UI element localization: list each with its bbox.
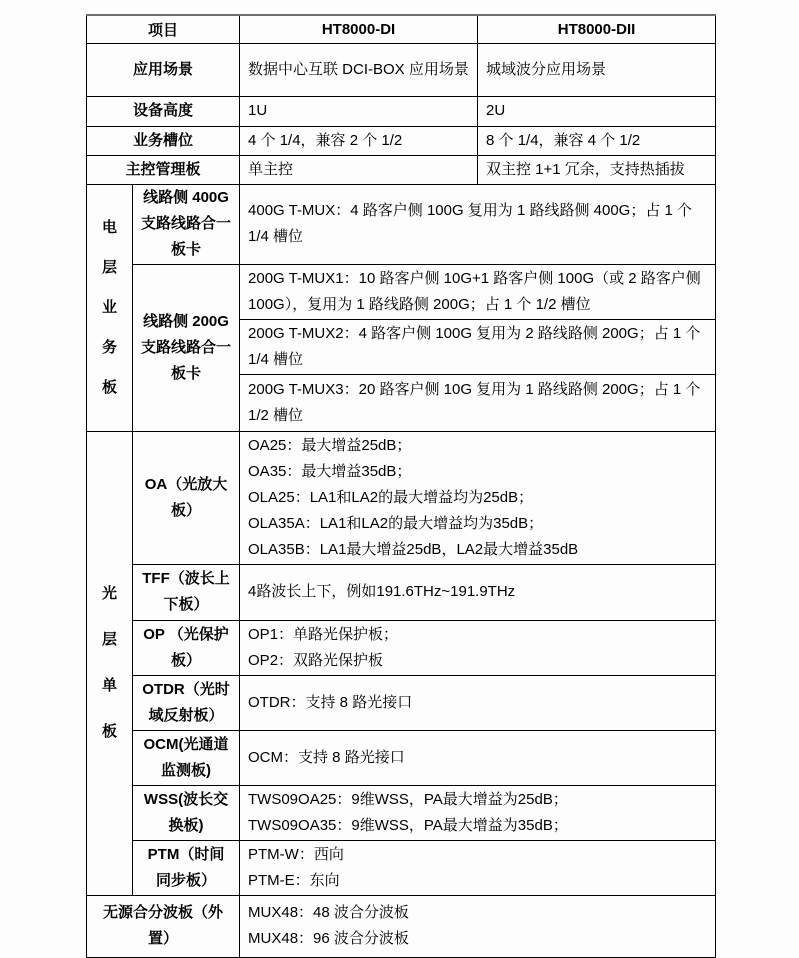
content-line: OP2：双路光保护板: [248, 651, 384, 669]
section-optical-layer: [87, 431, 133, 895]
otdr-content: OTDR：支持 8 路光接口: [240, 675, 716, 730]
control-label: 主控管理板: [87, 155, 240, 184]
row-service-slots: [87, 126, 716, 155]
content-line: OLA35A：LA1和LA2的最大增益均为35dB；: [248, 514, 544, 532]
ptm-content: [240, 840, 716, 895]
passive-label: 无源合分波板（外置）: [87, 895, 240, 957]
content-line: MUX48：96 波合分波板: [248, 930, 409, 947]
row-op: [87, 620, 716, 675]
line-200g-label: 线路侧 200G 支路线路合一板卡: [133, 264, 240, 431]
content-line: TWS09OA35：9维WSS，PA最大增益为35dB；: [248, 816, 568, 834]
height-dii-value: 2U: [478, 96, 716, 126]
op-label: OP （光保护板）: [133, 620, 240, 675]
control-dii-value: 双主控 1+1 冗余，支持热插拔: [478, 155, 716, 184]
otdr-label: OTDR（光时域反射板）: [133, 675, 240, 730]
slots-label: 业务槽位: [87, 126, 240, 155]
scenario-di-value: 数据中心互联 DCI-BOX 应用场景: [240, 43, 478, 96]
line-200g-tmux1-content: 200G T-MUX1：10 路客户侧 10G+1 路客户侧 100G（或 2 路客户侧 100G），复用为 1 路线路侧 200G；占 1 个 1/2 槽位: [240, 264, 716, 319]
slots-di-value: 4 个 1/4，兼容 2 个 1/2: [240, 126, 478, 155]
row-oa: [87, 431, 716, 564]
row-line-400g: [87, 184, 716, 264]
ocm-content: OCM：支持 8 路光接口: [240, 730, 716, 785]
line-400g-content: 400G T-MUX：4 路客户侧 100G 复用为 1 路线路侧 400G；占 1 个 1/4 槽位: [240, 184, 716, 264]
row-ocm: [87, 730, 716, 785]
row-passive-mux: [87, 895, 716, 957]
content-line: PTM-W：西向: [248, 845, 344, 863]
content-line: PTM-E：东向: [248, 871, 340, 889]
section-electrical-layer: [87, 184, 133, 431]
height-di-value: 1U: [240, 96, 478, 126]
row-wss: [87, 785, 716, 840]
slots-dii-value: 8 个 1/4，兼容 4 个 1/2: [478, 126, 716, 155]
content-line: OP1：单路光保护板；: [248, 625, 399, 643]
wss-content: [240, 785, 716, 840]
content-line: OA35：最大增益35dB；: [248, 462, 412, 480]
scenario-dii-value: 城域波分应用场景: [478, 43, 716, 96]
row-otdr: [87, 675, 716, 730]
spec-comparison-table: [86, 14, 716, 958]
scenario-label: 应用场景: [87, 43, 240, 96]
wss-label: WSS(波长交换板): [133, 785, 240, 840]
content-line: OLA25：LA1和LA2的最大增益均为25dB；: [248, 488, 534, 506]
height-label: 设备高度: [87, 96, 240, 126]
row-200g-tmux1: [87, 264, 716, 319]
oa-content: [240, 431, 716, 564]
ptm-label: PTM（时间同步板）: [133, 840, 240, 895]
header-row: [87, 15, 716, 43]
line-200g-tmux2-content: 200G T-MUX2：4 路客户侧 100G 复用为 2 路线路侧 200G；占 1 个 1/4 槽位: [240, 319, 716, 374]
control-di-value: 单主控: [240, 155, 478, 184]
header-cell-ht8000-di: HT8000-DI: [240, 15, 478, 43]
row-ptm: [87, 840, 716, 895]
row-tff: [87, 564, 716, 620]
content-line: OA25：最大增益25dB；: [248, 436, 412, 454]
header-cell-item: 项目: [87, 15, 240, 43]
tff-label: TFF（波长上下板）: [133, 564, 240, 620]
section-optical-label: 光层单板: [101, 585, 117, 740]
op-content: [240, 620, 716, 675]
oa-label: OA（光放大板）: [133, 431, 240, 564]
row-main-control: [87, 155, 716, 184]
content-line: TWS09OA25：9维WSS，PA最大增益为25dB；: [248, 790, 568, 808]
section-electrical-label: 电层业务板: [101, 218, 117, 396]
header-cell-ht8000-dii: HT8000-DII: [478, 15, 716, 43]
line-200g-tmux3-content: 200G T-MUX3：20 路客户侧 10G 复用为 1 路线路侧 200G；占 1 个 1/2 槽位: [240, 374, 716, 431]
content-line: MUX48：48 波合分波板: [248, 904, 409, 921]
passive-content: [240, 895, 716, 957]
ocm-label: OCM(光通道监测板): [133, 730, 240, 785]
tff-content: 4路波长上下，例如191.6THz~191.9THz: [240, 564, 716, 620]
row-application-scenario: [87, 43, 716, 96]
line-400g-label: 线路侧 400G 支路线路合一板卡: [133, 184, 240, 264]
content-line: OLA35B：LA1最大增益25dB，LA2最大增益35dB: [248, 540, 579, 558]
row-device-height: [87, 96, 716, 126]
